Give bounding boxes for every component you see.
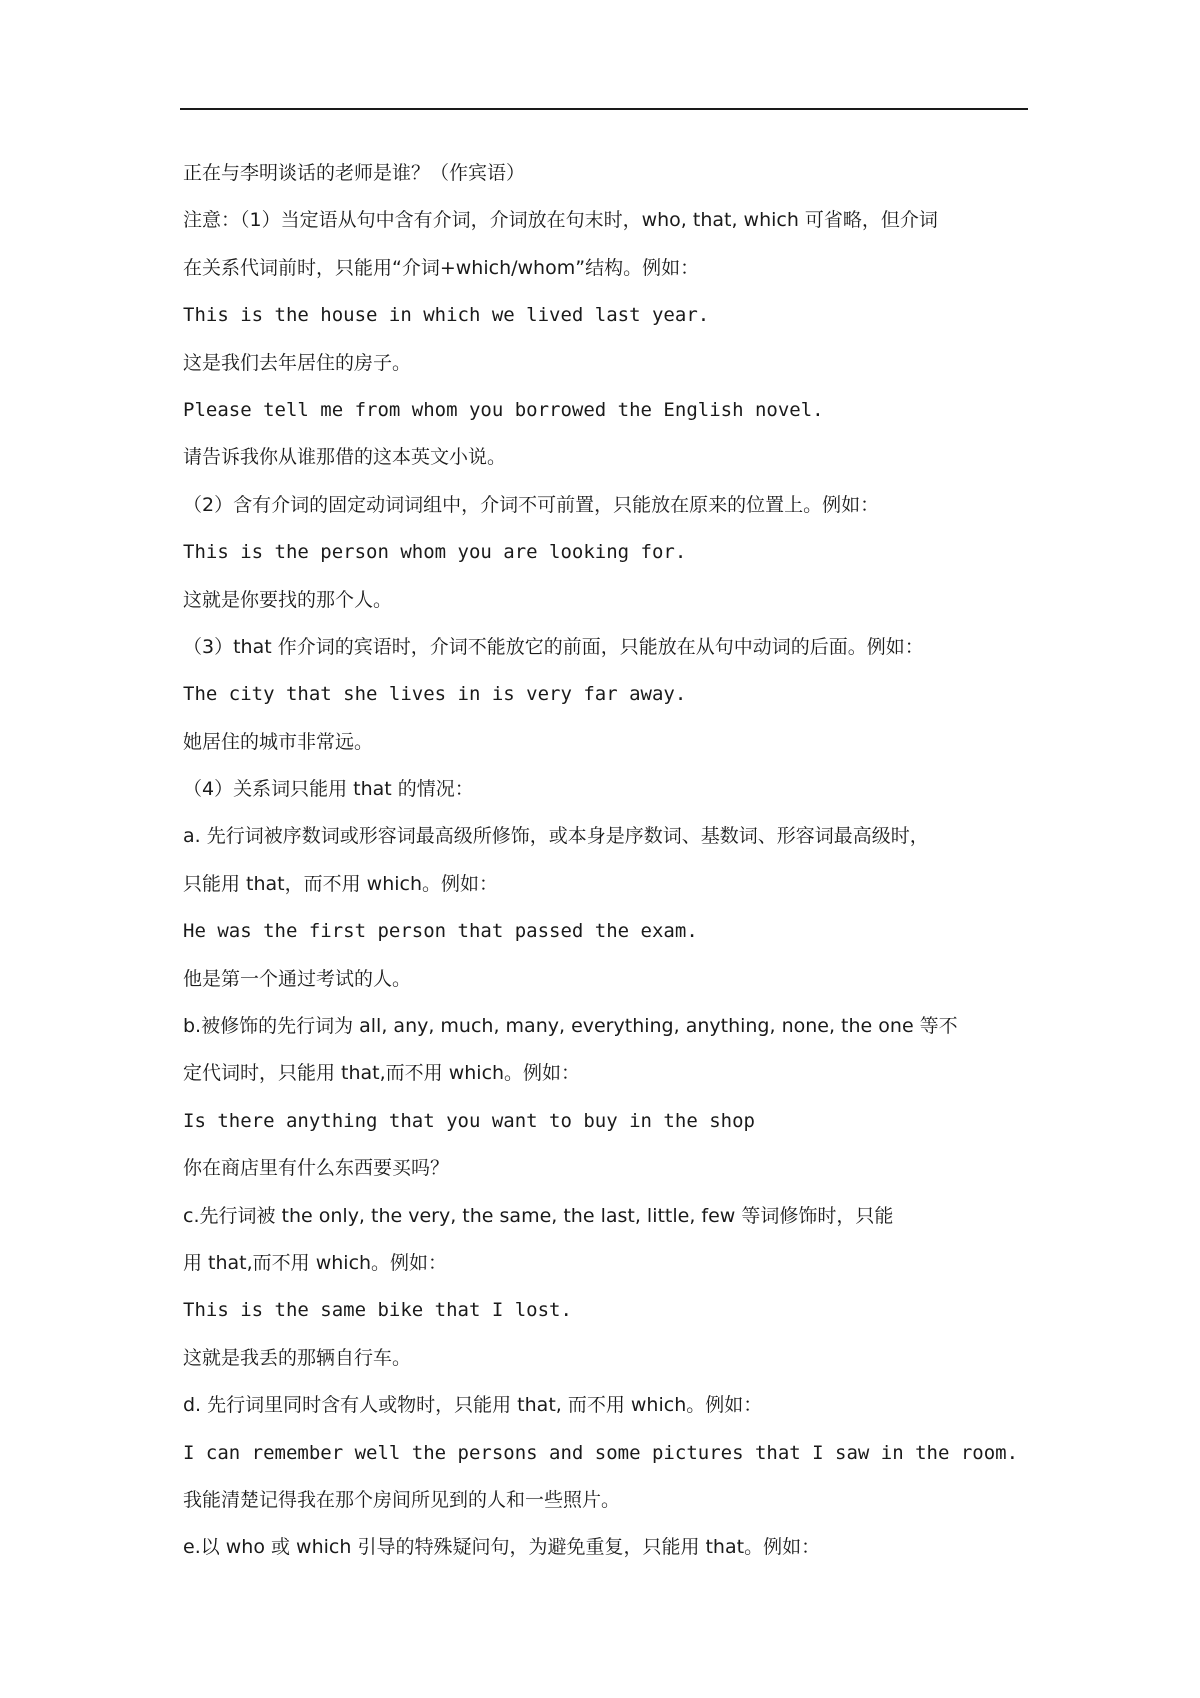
translation-line: 她居住的城市非常远。	[183, 730, 374, 753]
example-sentence: The city that she lives in is very far away.	[183, 683, 687, 706]
example-sentence: This is the same bike that I lost.	[183, 1299, 572, 1322]
example-sentence: He was the first person that passed the exam.	[183, 920, 698, 943]
text-line: 在关系代词前时，只能用“介词+which/whom”结构。例如：	[183, 256, 700, 279]
example-sentence: This is the house in which we lived last year.	[183, 304, 710, 327]
text-line: 注意：（1）当定语从句中含有介词，介词放在句末时，who, that, which 可省略，但介词	[183, 209, 938, 232]
rule-heading: （4）关系词只能用 that 的情况：	[183, 778, 474, 801]
example-sentence: This is the person whom you are looking for.	[183, 541, 687, 564]
translation-line: 这是我们去年居住的房子。	[183, 351, 412, 374]
example-sentence: I can remember well the persons and some pictures that I saw in the room.	[183, 1441, 1019, 1464]
rule-item: e.以 who 或 which 引导的特殊疑问句，为避免重复，只能用 that。例如：	[183, 1536, 821, 1559]
rule-item: b.被修饰的先行词为 all, any, much, many, everything, anything, none, the one 等不	[183, 1015, 958, 1038]
rule-heading: （2）含有介词的固定动词词组中，介词不可前置，只能放在原来的位置上。例如：	[183, 493, 880, 516]
header-rule	[180, 108, 1028, 110]
rule-item: 只能用 that，而不用 which。例如：	[183, 872, 499, 895]
translation-line: 这就是你要找的那个人。	[183, 588, 393, 611]
rule-item: a. 先行词被序数词或形容词最高级所修饰，或本身是序数词、基数词、形容词最高级时，	[183, 825, 929, 848]
text-line: 正在与李明谈话的老师是谁？（作宾语）	[183, 162, 526, 184]
translation-line: 我能清楚记得我在那个房间所见到的人和一些照片。	[183, 1488, 621, 1511]
translation-line: 请告诉我你从谁那借的这本英文小说。	[183, 446, 507, 469]
rule-item: d. 先行词里同时含有人或物时，只能用 that, 而不用 which。例如：	[183, 1394, 763, 1417]
rule-heading: （3）that 作介词的宾语时，介词不能放它的前面，只能放在从句中动词的后面。例如：	[183, 635, 924, 658]
example-sentence: Please tell me from whom you borrowed the English novel.	[183, 398, 824, 421]
document-body	[183, 150, 1033, 1572]
rule-item: 定代词时，只能用 that,而不用 which。例如：	[183, 1062, 581, 1085]
translation-line: 他是第一个通过考试的人。	[183, 967, 412, 990]
rule-item: c.先行词被 the only, the very, the same, the last, little, few 等词修饰时，只能	[183, 1204, 894, 1227]
example-sentence: Is there anything that you want to buy in the shop	[183, 1109, 755, 1132]
translation-line: 你在商店里有什么东西要买吗？	[183, 1157, 450, 1180]
rule-item: 用 that,而不用 which。例如：	[183, 1251, 448, 1274]
translation-line: 这就是我丢的那辆自行车。	[183, 1346, 412, 1369]
